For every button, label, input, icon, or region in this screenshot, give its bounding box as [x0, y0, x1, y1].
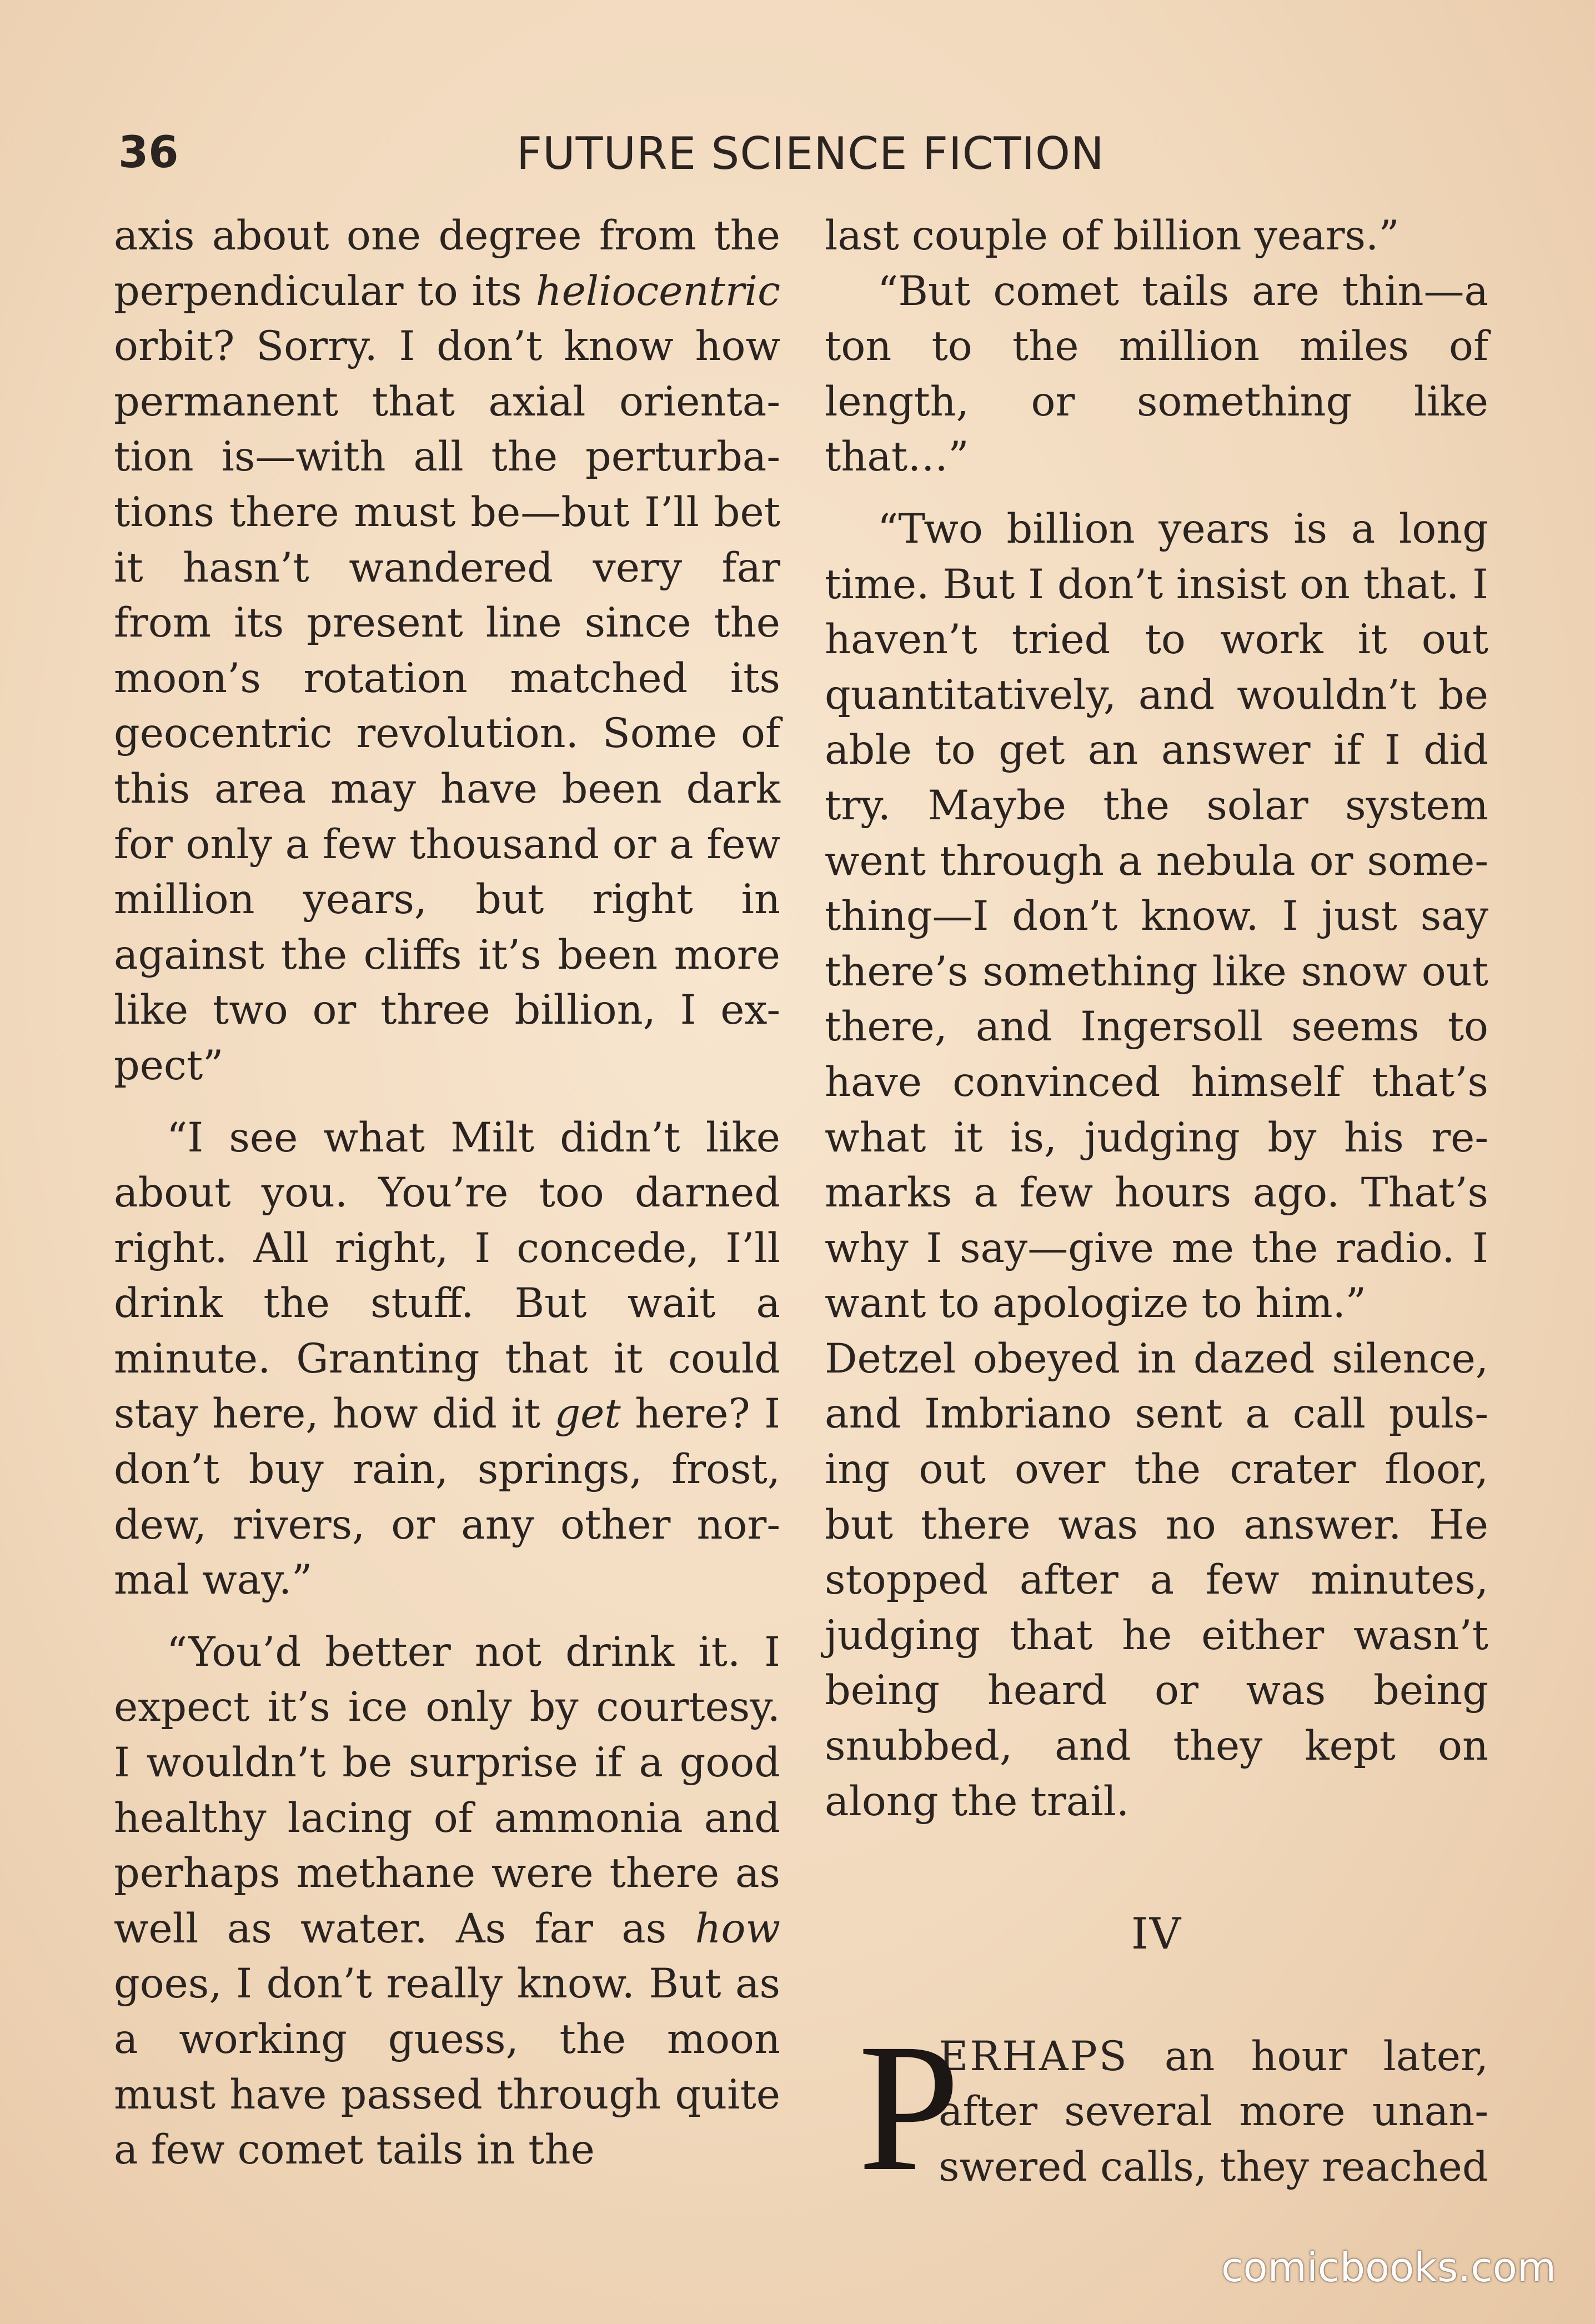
- dropcap-paragraph: [825, 2006, 1488, 2209]
- section-numeral: IV: [1131, 1909, 1182, 1960]
- italic-word: how: [695, 1905, 780, 1952]
- paragraph-text: axis about one degree from the perpendicular to its: [114, 212, 780, 315]
- paragraph-text: “You’d better not drink it. I expect it’s ice only by courtesy. I wouldn’t be surprise if a good healthy lacing of ammonia and perhaps methane were there as well as water. As far as: [114, 1628, 780, 1952]
- paragraph: [114, 1625, 780, 2178]
- paragraph: “But comet tails are thin—a ton to the million miles of length, or something like that…”: [825, 267, 1488, 481]
- running-title: FUTURE SCIENCE FICTION: [516, 128, 1105, 179]
- paragraph-text: orbit? Sorry. I don’t know how permanent that axial orienta-tion is—with all the perturba-tions there must be—but I’ll bet it hasn’t wandered very far from its present line since the moon’s rotation matched its geocentric revolution. Some of this area may have been dark for only a few thousand or a few million years, but right in against the cliffs it’s been more like two or three billion, I ex-pect”: [114, 323, 780, 1089]
- small-caps-word: ERHAPS: [939, 2032, 1128, 2080]
- paragraph: Detzel obeyed in dazed silence, and Imbriano sent a call puls-ing out over the crater floor, but there was no answer. He stopped after a few minutes, judging that he either wasn’t being heard or was being snubbed, and they kept on along the trail.: [825, 1335, 1488, 1825]
- paragraph: “Two billion years is a long time. But I don’t insist on that. I haven’t tried to work it out quantitatively, and wouldn’t be able to get an answer if I did try. Maybe the solar system went through a nebula or some-thing—I don’t know. I just say there’s something like snow out there, and Ingersoll seems to have convinced himself that’s what it is, judging by his re-marks a few hours ago. That’s why I say—give me the radio. I want to apologize to him.”: [825, 505, 1488, 1328]
- paragraph: last couple of billion years.”: [825, 212, 1400, 259]
- italic-word: heliocentric: [535, 267, 780, 315]
- paragraph-text: here? I don’t buy rain, springs, frost, dew, rivers, or any other nor-mal way.”: [114, 1390, 780, 1604]
- page-number: 36: [118, 128, 179, 178]
- paragraph-text: an hour later, after several more unan-swered calls, they reached: [939, 2032, 1488, 2191]
- paragraph-text: goes, I don’t really know. But as a working guess, the moon must have passed through quite a few comet tails in the: [114, 1960, 780, 2174]
- right-column: [825, 208, 1488, 2209]
- left-column: [114, 208, 780, 2178]
- drop-cap: P: [858, 2006, 960, 2209]
- italic-word: get: [554, 1390, 621, 1438]
- watermark: comicbooks.com: [1221, 2244, 1556, 2291]
- paragraph: [114, 1110, 780, 1608]
- paragraph: [114, 208, 780, 1094]
- paragraph-text: “I see what Milt didn’t like about you. You’re too darned right. All right, I concede, I’ll drink the stuff. But wait a minute. Granting that it could stay here, how did it: [114, 1114, 780, 1438]
